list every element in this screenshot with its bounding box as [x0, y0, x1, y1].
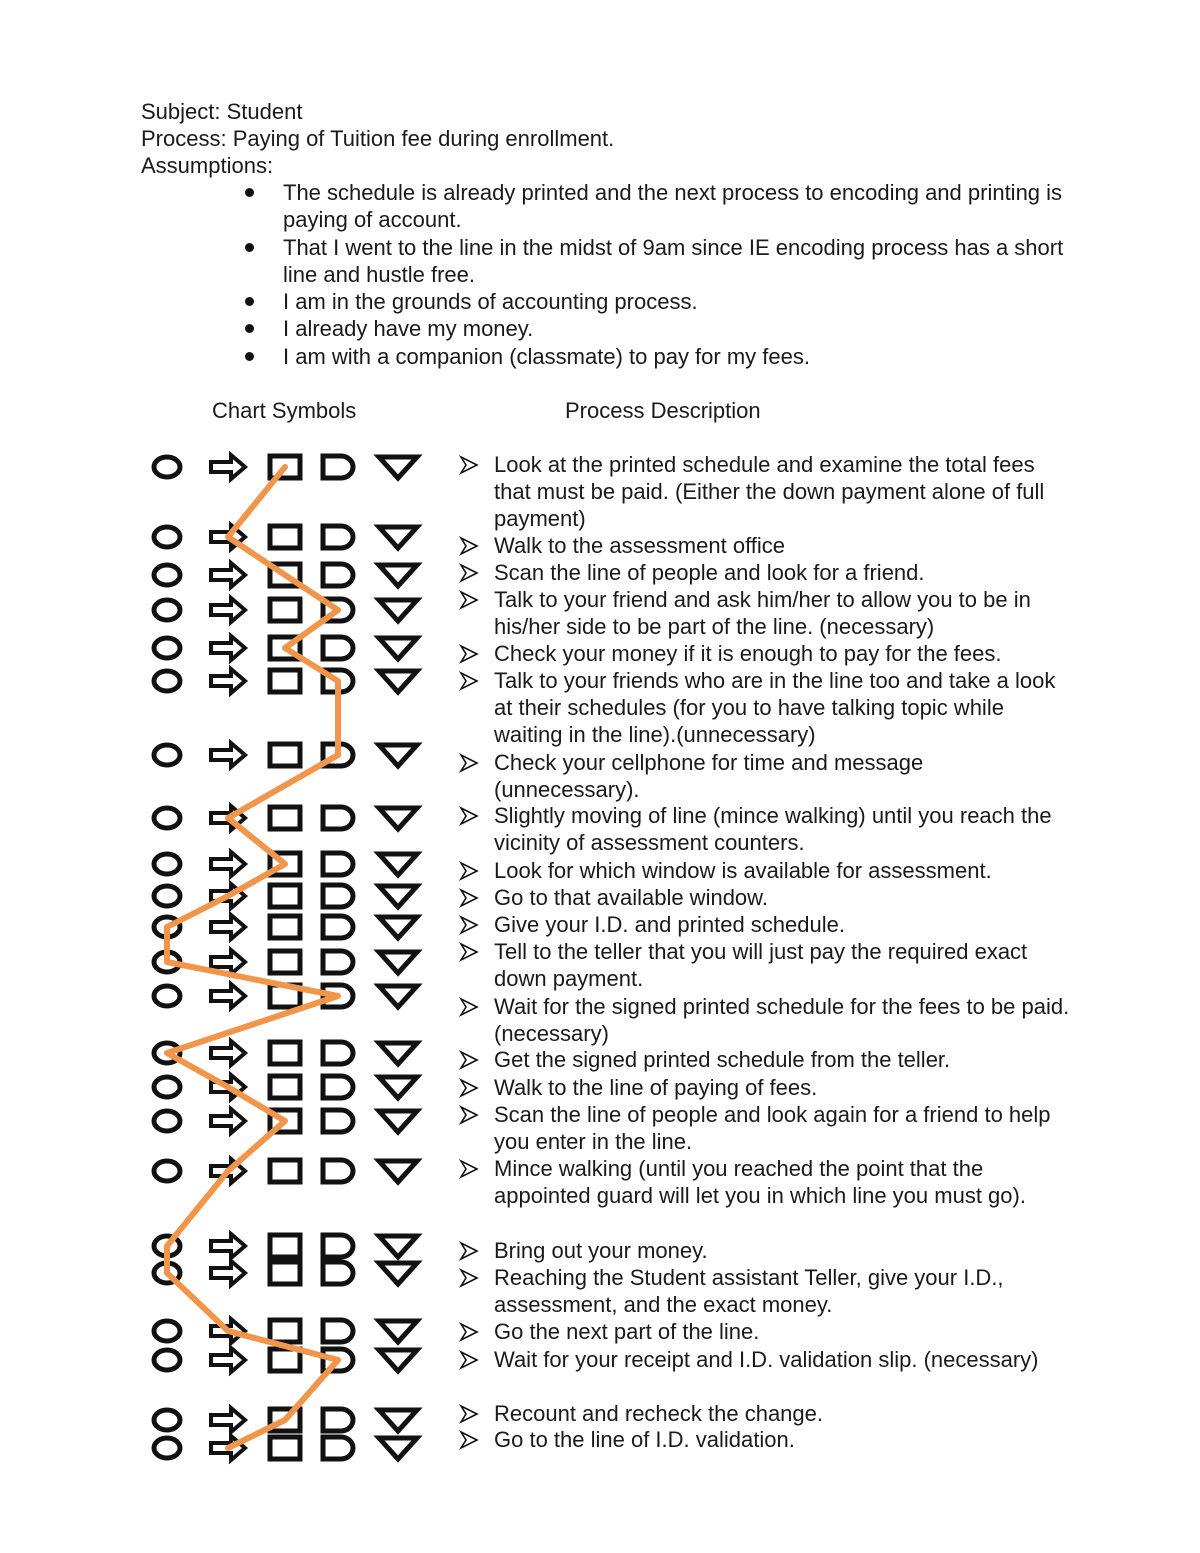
process-step-text: Bring out your money.	[494, 1238, 708, 1263]
delay-d-icon	[323, 1110, 353, 1132]
inspection-square-icon	[270, 1076, 300, 1098]
arrowhead-bullet-icon	[459, 997, 479, 1017]
operation-circle-icon	[154, 1438, 180, 1458]
delay-d-icon	[323, 1160, 353, 1182]
transport-arrow-icon	[211, 1234, 245, 1258]
inspection-square-icon	[270, 885, 300, 907]
operation-circle-icon	[154, 886, 180, 906]
operation-circle-icon	[154, 1077, 180, 1097]
subject-line: Subject: Student	[141, 99, 303, 124]
transport-arrow-icon	[211, 984, 245, 1008]
storage-triangle-icon	[379, 1410, 417, 1431]
process-step-text: Wait for the signed printed schedule for the fees to be paid. (necessary)	[494, 994, 1070, 1046]
storage-triangle-icon	[379, 457, 417, 478]
arrowhead-bullet-icon	[459, 806, 479, 826]
operation-circle-icon	[154, 527, 180, 547]
storage-triangle-icon	[379, 1438, 417, 1459]
inspection-square-icon	[270, 744, 300, 766]
process-step-text: Slightly moving of line (mince walking) until you reach the vicinity of assessment counters.	[494, 803, 1052, 855]
symbol-row	[154, 884, 417, 908]
symbol-row	[154, 1234, 417, 1258]
operation-circle-icon	[154, 1410, 180, 1430]
storage-triangle-icon	[379, 600, 417, 621]
delay-d-icon	[323, 1437, 353, 1459]
process-step-text: Scan the line of people and look for a friend.	[494, 560, 925, 585]
storage-triangle-icon	[379, 917, 417, 938]
assumption-item: I am with a companion (classmate) to pay for my fees.	[283, 344, 810, 369]
operation-circle-icon	[154, 600, 180, 620]
transport-arrow-icon	[211, 743, 245, 767]
symbol-row	[154, 525, 417, 549]
storage-triangle-icon	[379, 527, 417, 548]
storage-triangle-icon	[379, 986, 417, 1007]
storage-triangle-icon	[379, 671, 417, 692]
process-step-text: Reaching the Student assistant Teller, give your I.D., assessment, and the exact money.	[494, 1265, 1004, 1317]
symbol-row	[154, 1261, 417, 1285]
storage-triangle-icon	[379, 1236, 417, 1257]
symbol-row	[154, 1436, 417, 1460]
operation-circle-icon	[154, 1161, 180, 1181]
operation-circle-icon	[154, 1111, 180, 1131]
symbol-row	[154, 743, 417, 767]
delay-d-icon	[323, 564, 353, 586]
inspection-square-icon	[270, 526, 300, 548]
arrowhead-bullet-icon	[459, 536, 479, 556]
symbol-row	[154, 950, 417, 974]
inspection-square-icon	[270, 1042, 300, 1064]
chart-symbols-heading: Chart Symbols	[212, 398, 357, 423]
process-step-text: Check your money if it is enough to pay for the fees.	[494, 641, 1002, 666]
symbol-row	[154, 1159, 417, 1183]
inspection-square-icon	[270, 1349, 300, 1371]
arrowhead-bullet-icon	[459, 590, 479, 610]
storage-triangle-icon	[379, 1350, 417, 1371]
process-step-text: Recount and recheck the change.	[494, 1401, 824, 1426]
assumption-item: That I went to the line in the midst of 9am since IE encoding process has a short line and hustle free.	[283, 235, 1064, 287]
assumption-item: I already have my money.	[283, 316, 534, 341]
arrowhead-bullet-icon	[459, 1268, 479, 1288]
transport-arrow-icon	[211, 1109, 245, 1133]
arrowhead-bullet-icon	[459, 1350, 479, 1370]
inspection-square-icon	[270, 1262, 300, 1284]
delay-d-icon	[323, 456, 353, 478]
storage-triangle-icon	[379, 638, 417, 659]
delay-d-icon	[323, 1042, 353, 1064]
storage-triangle-icon	[379, 1263, 417, 1284]
symbol-row	[154, 1319, 417, 1343]
process-step-text: Go to that available window.	[494, 885, 768, 910]
transport-arrow-icon	[211, 669, 245, 693]
operation-circle-icon	[154, 986, 180, 1006]
arrowhead-bullet-icon	[459, 671, 479, 691]
process-step-text: Tell to the teller that you will just pay the required exact down payment.	[494, 939, 1028, 991]
arrowhead-bullet-icon	[459, 1159, 479, 1179]
symbol-row	[154, 915, 417, 939]
arrowhead-bullet-icon	[459, 1241, 479, 1261]
operation-circle-icon	[154, 638, 180, 658]
storage-triangle-icon	[379, 1043, 417, 1064]
inspection-square-icon	[270, 1235, 300, 1257]
inspection-square-icon	[270, 1437, 300, 1459]
operation-circle-icon	[154, 1321, 180, 1341]
storage-triangle-icon	[379, 565, 417, 586]
inspection-square-icon	[270, 916, 300, 938]
delay-d-icon	[323, 637, 353, 659]
delay-d-icon	[323, 853, 353, 875]
arrowhead-bullet-icon	[459, 1322, 479, 1342]
transport-arrow-icon	[211, 455, 245, 479]
process-line: Process: Paying of Tuition fee during enrollment.	[141, 126, 615, 151]
storage-triangle-icon	[379, 1321, 417, 1342]
symbol-row	[154, 669, 417, 693]
storage-triangle-icon	[379, 854, 417, 875]
inspection-square-icon	[270, 670, 300, 692]
transport-arrow-icon	[211, 852, 245, 876]
storage-triangle-icon	[379, 952, 417, 973]
transport-arrow-icon	[211, 915, 245, 939]
storage-triangle-icon	[379, 1161, 417, 1182]
process-step-text: Wait for your receipt and I.D. validation slip. (necessary)	[494, 1347, 1039, 1372]
process-step-text: Give your I.D. and printed schedule.	[494, 912, 845, 937]
assumptions-label: Assumptions:	[141, 153, 274, 178]
process-step-text: Mince walking (until you reached the point that the appointed guard will let you in which line you must go).	[494, 1156, 1026, 1208]
transport-arrow-icon	[211, 1041, 245, 1065]
process-step-text: Look for which window is available for assessment.	[494, 858, 992, 883]
arrowhead-bullet-icon	[459, 1430, 479, 1450]
arrowhead-bullet-icon	[459, 563, 479, 583]
inspection-square-icon	[270, 1320, 300, 1342]
delay-d-icon	[323, 885, 353, 907]
assumption-item: I am in the grounds of accounting process.	[283, 289, 698, 314]
inspection-square-icon	[270, 1160, 300, 1182]
storage-triangle-icon	[379, 745, 417, 766]
operation-circle-icon	[154, 565, 180, 585]
arrowhead-bullet-icon	[459, 888, 479, 908]
symbol-row	[154, 1075, 417, 1099]
arrowhead-bullet-icon	[459, 915, 479, 935]
storage-triangle-icon	[379, 808, 417, 829]
operation-circle-icon	[154, 1350, 180, 1370]
storage-triangle-icon	[379, 1111, 417, 1132]
delay-d-icon	[323, 1235, 353, 1257]
operation-circle-icon	[154, 745, 180, 765]
delay-d-icon	[323, 1262, 353, 1284]
delay-d-icon	[323, 951, 353, 973]
storage-triangle-icon	[379, 1077, 417, 1098]
symbol-row	[154, 806, 417, 830]
process-step-text: Go the next part of the line.	[494, 1319, 760, 1344]
arrowhead-bullet-icon	[459, 1050, 479, 1070]
delay-d-icon	[323, 526, 353, 548]
process-step-text: Go to the line of I.D. validation.	[494, 1427, 795, 1452]
assumption-item: The schedule is already printed and the next process to encoding and printing is paying of account.	[283, 180, 1063, 232]
delay-d-icon	[323, 1409, 353, 1431]
arrowhead-bullet-icon	[459, 942, 479, 962]
process-step-text: Scan the line of people and look again for a friend to help you enter in the line.	[494, 1102, 1051, 1154]
process-step-text: Get the signed printed schedule from the teller.	[494, 1047, 951, 1072]
storage-triangle-icon	[379, 886, 417, 907]
process-description-heading: Process Description	[565, 398, 761, 423]
transport-arrow-icon	[211, 598, 245, 622]
arrowhead-bullet-icon	[459, 753, 479, 773]
process-step-text: Check your cellphone for time and message (unnecessary).	[494, 750, 924, 802]
process-step-text: Walk to the line of paying of fees.	[494, 1075, 818, 1100]
arrowhead-bullet-icon	[459, 644, 479, 664]
delay-d-icon	[323, 807, 353, 829]
operation-circle-icon	[154, 808, 180, 828]
inspection-square-icon	[270, 951, 300, 973]
transport-arrow-icon	[211, 1408, 245, 1432]
arrowhead-bullet-icon	[459, 861, 479, 881]
delay-d-icon	[323, 1320, 353, 1342]
inspection-square-icon	[270, 807, 300, 829]
arrowhead-bullet-icon	[459, 455, 479, 475]
process-step-text: Walk to the assessment office	[494, 533, 786, 558]
delay-d-icon	[323, 1076, 353, 1098]
operation-circle-icon	[154, 457, 180, 477]
delay-d-icon	[323, 916, 353, 938]
arrowhead-bullet-icon	[459, 1078, 479, 1098]
arrowhead-bullet-icon	[459, 1404, 479, 1424]
flow-connector-line	[167, 467, 338, 1448]
symbol-row	[154, 598, 417, 622]
symbol-row	[154, 1348, 417, 1372]
transport-arrow-icon	[211, 563, 245, 587]
transport-arrow-icon	[211, 1261, 245, 1285]
transport-arrow-icon	[211, 1348, 245, 1372]
arrowhead-bullet-icon	[459, 1105, 479, 1125]
transport-arrow-icon	[211, 636, 245, 660]
operation-circle-icon	[154, 671, 180, 691]
process-step-text: Talk to your friends who are in the line too and take a look at their schedules (for you to have talking topic while waiting in the line).(unnecessary)	[494, 668, 1056, 747]
operation-circle-icon	[154, 854, 180, 874]
process-step-text: Talk to your friend and ask him/her to allow you to be in his/her side to be part of the line. (necessary)	[494, 587, 1031, 639]
inspection-square-icon	[270, 599, 300, 621]
process-step-text: Look at the printed schedule and examine the total fees that must be paid. (Either the down payment alone of full payment)	[494, 452, 1045, 531]
